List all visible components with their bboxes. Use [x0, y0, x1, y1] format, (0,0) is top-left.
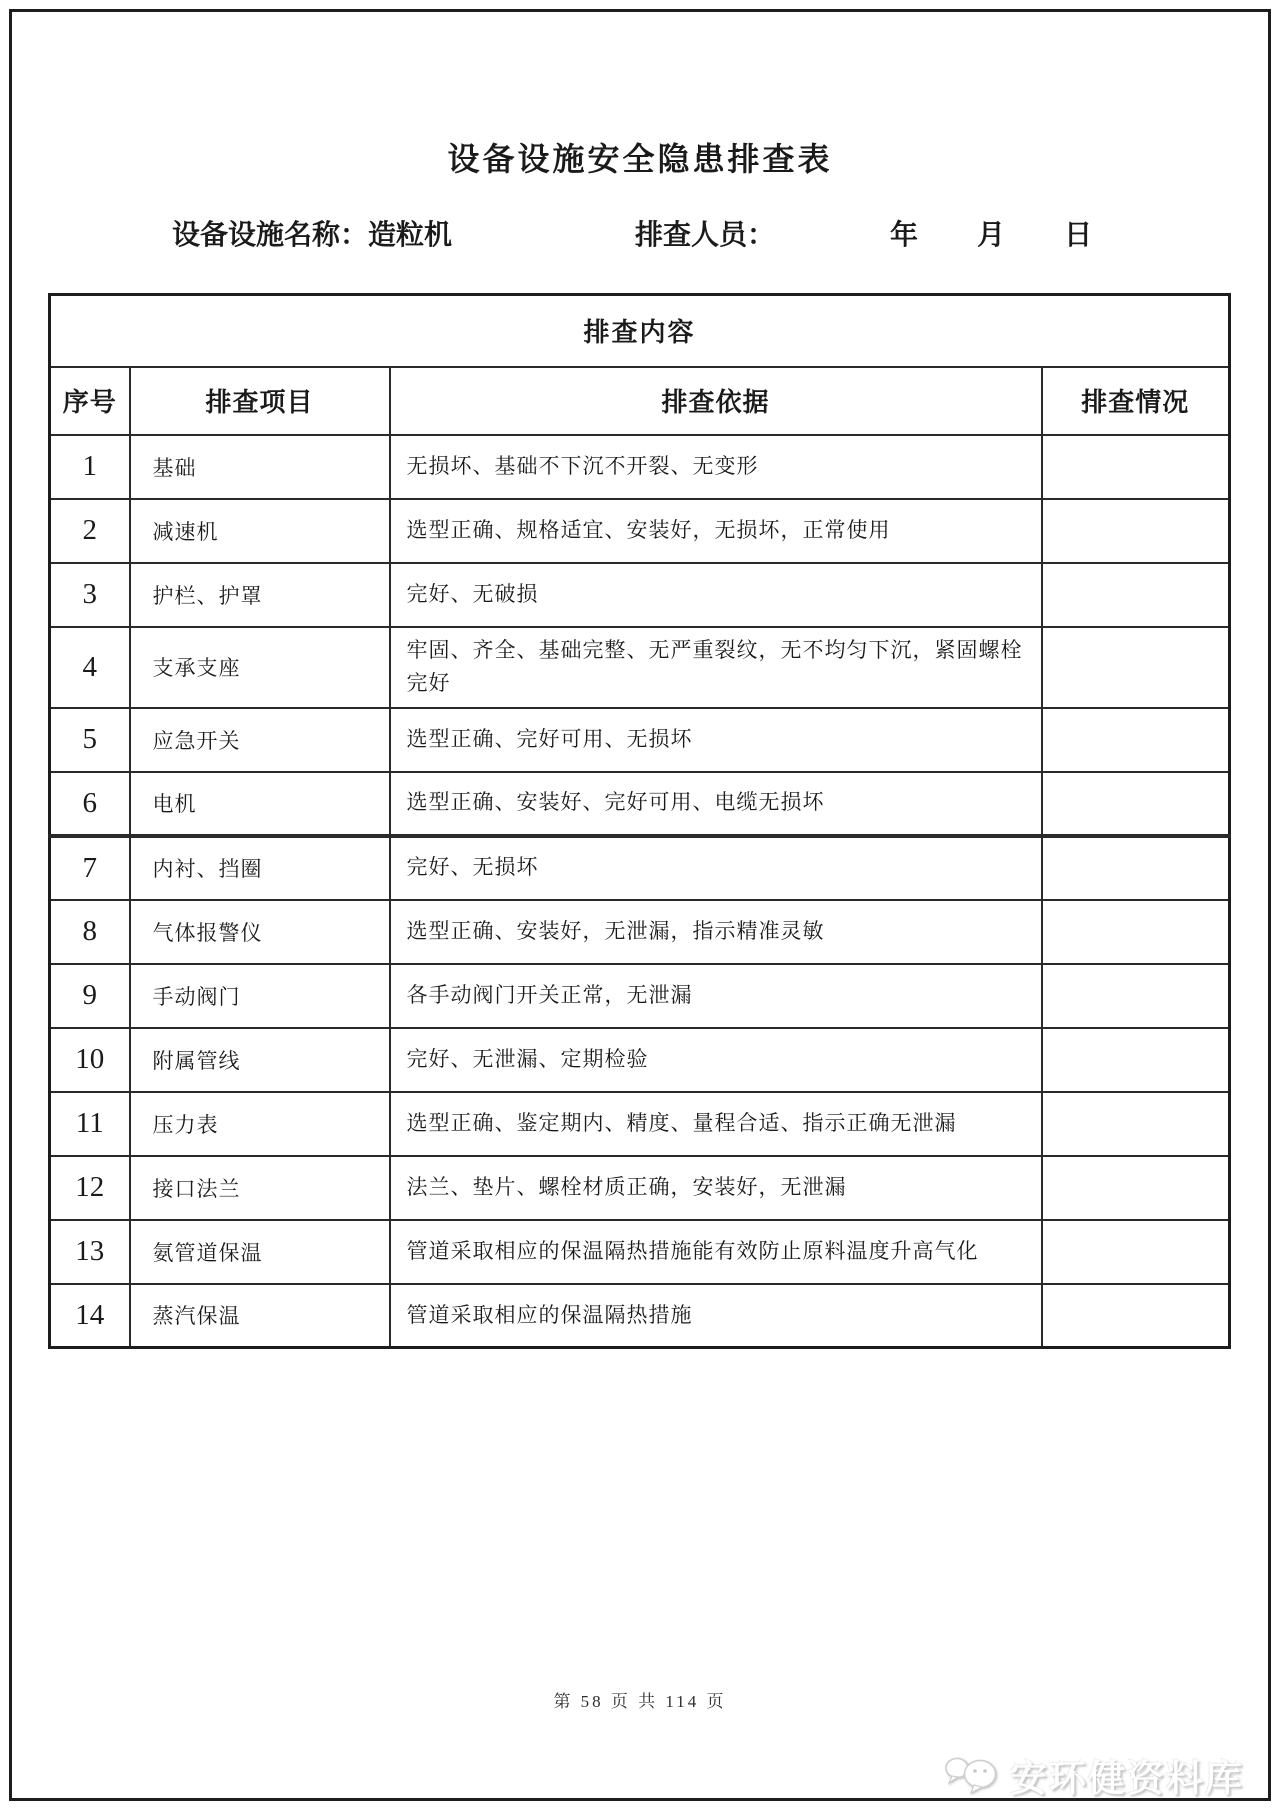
chat-bubbles-icon — [944, 1752, 1002, 1798]
basis-cell: 法兰、垫片、螺栓材质正确，安装好，无泄漏 — [390, 1156, 1042, 1220]
item-cell: 接口法兰 — [130, 1156, 390, 1220]
status-cell — [1042, 964, 1230, 1028]
basis-cell: 选型正确、完好可用、无损坏 — [390, 708, 1042, 772]
section-header-row — [50, 295, 1230, 367]
basis-cell: 完好、无损坏 — [390, 836, 1042, 900]
device-name-label: 设备设施名称： — [172, 220, 369, 251]
row-number-cell: 6 — [50, 772, 130, 836]
device-name-value: 造粒机 — [368, 220, 453, 251]
table-row — [50, 627, 1230, 708]
section-header-cell: 排查内容 — [50, 295, 1230, 367]
status-cell — [1042, 499, 1230, 563]
table-row — [50, 900, 1230, 964]
table-row — [50, 1284, 1230, 1348]
watermark-text: 安环健资料库 — [1010, 1758, 1244, 1799]
item-cell: 气体报警仪 — [130, 900, 390, 964]
table-row — [50, 772, 1230, 836]
row-number-cell: 14 — [50, 1284, 130, 1348]
status-cell — [1042, 900, 1230, 964]
status-cell — [1042, 836, 1230, 900]
watermark — [944, 1748, 1244, 1802]
table-row — [50, 1092, 1230, 1156]
date-day-label: 日 — [1064, 220, 1093, 251]
basis-cell: 选型正确、安装好、完好可用、电缆无损坏 — [390, 772, 1042, 836]
page-title: 设备设施安全隐患排查表 — [447, 141, 833, 177]
date-month-label: 月 — [977, 220, 1006, 251]
column-header-basis: 排查依据 — [390, 367, 1042, 435]
form-meta-line — [0, 213, 1280, 253]
basis-cell: 选型正确、安装好，无泄漏，指示精准灵敏 — [390, 900, 1042, 964]
row-number-cell: 5 — [50, 708, 130, 772]
page-number-footer: 第 58 页 共 114 页 — [553, 1692, 727, 1711]
row-number-cell: 10 — [50, 1028, 130, 1092]
status-cell — [1042, 435, 1230, 499]
table-row — [50, 836, 1230, 900]
status-cell — [1042, 1028, 1230, 1092]
column-header-item: 排查项目 — [130, 367, 390, 435]
item-cell: 应急开关 — [130, 708, 390, 772]
table-row — [50, 1028, 1230, 1092]
basis-cell: 完好、无泄漏、定期检验 — [390, 1028, 1042, 1092]
table-row — [50, 708, 1230, 772]
basis-cell: 无损坏、基础不下沉不开裂、无变形 — [390, 435, 1042, 499]
item-cell: 护栏、护罩 — [130, 563, 390, 627]
table-row — [50, 435, 1230, 499]
date-year-label: 年 — [890, 220, 919, 251]
status-cell — [1042, 1156, 1230, 1220]
basis-cell: 管道采取相应的保温隔热措施 — [390, 1284, 1042, 1348]
row-number-cell: 11 — [50, 1092, 130, 1156]
status-cell — [1042, 1284, 1230, 1348]
item-cell: 手动阀门 — [130, 964, 390, 1028]
status-cell — [1042, 627, 1230, 708]
row-number-cell: 9 — [50, 964, 130, 1028]
row-number-cell: 8 — [50, 900, 130, 964]
inspection-table — [48, 293, 1231, 1349]
status-cell — [1042, 708, 1230, 772]
item-cell: 基础 — [130, 435, 390, 499]
basis-cell: 完好、无破损 — [390, 563, 1042, 627]
item-cell: 电机 — [130, 772, 390, 836]
column-header-status: 排查情况 — [1042, 367, 1230, 435]
table-row — [50, 499, 1230, 563]
column-header-row — [50, 367, 1230, 435]
row-number-cell: 2 — [50, 499, 130, 563]
table-row — [50, 1156, 1230, 1220]
item-cell: 支承支座 — [130, 627, 390, 708]
basis-cell: 管道采取相应的保温隔热措施能有效防止原料温度升高气化 — [390, 1220, 1042, 1284]
basis-cell: 选型正确、规格适宜、安装好，无损坏，正常使用 — [390, 499, 1042, 563]
item-cell: 蒸汽保温 — [130, 1284, 390, 1348]
basis-cell: 选型正确、鉴定期内、精度、量程合适、指示正确无泄漏 — [390, 1092, 1042, 1156]
item-cell: 减速机 — [130, 499, 390, 563]
column-header-no: 序号 — [50, 367, 130, 435]
table-row — [50, 964, 1230, 1028]
status-cell — [1042, 563, 1230, 627]
item-cell: 氨管道保温 — [130, 1220, 390, 1284]
status-cell — [1042, 1220, 1230, 1284]
row-number-cell: 12 — [50, 1156, 130, 1220]
item-cell: 附属管线 — [130, 1028, 390, 1092]
item-cell: 压力表 — [130, 1092, 390, 1156]
status-cell — [1042, 772, 1230, 836]
row-number-cell: 7 — [50, 836, 130, 900]
table-row — [50, 563, 1230, 627]
table-body — [50, 435, 1230, 1348]
basis-cell: 各手动阀门开关正常，无泄漏 — [390, 964, 1042, 1028]
inspector-label: 排查人员： — [635, 220, 776, 251]
status-cell — [1042, 1092, 1230, 1156]
basis-cell: 牢固、齐全、基础完整、无严重裂纹，无不均匀下沉，紧固螺栓完好 — [390, 627, 1042, 708]
row-number-cell: 4 — [50, 627, 130, 708]
row-number-cell: 1 — [50, 435, 130, 499]
row-number-cell: 13 — [50, 1220, 130, 1284]
item-cell: 内衬、挡圈 — [130, 836, 390, 900]
table-row — [50, 1220, 1230, 1284]
row-number-cell: 3 — [50, 563, 130, 627]
